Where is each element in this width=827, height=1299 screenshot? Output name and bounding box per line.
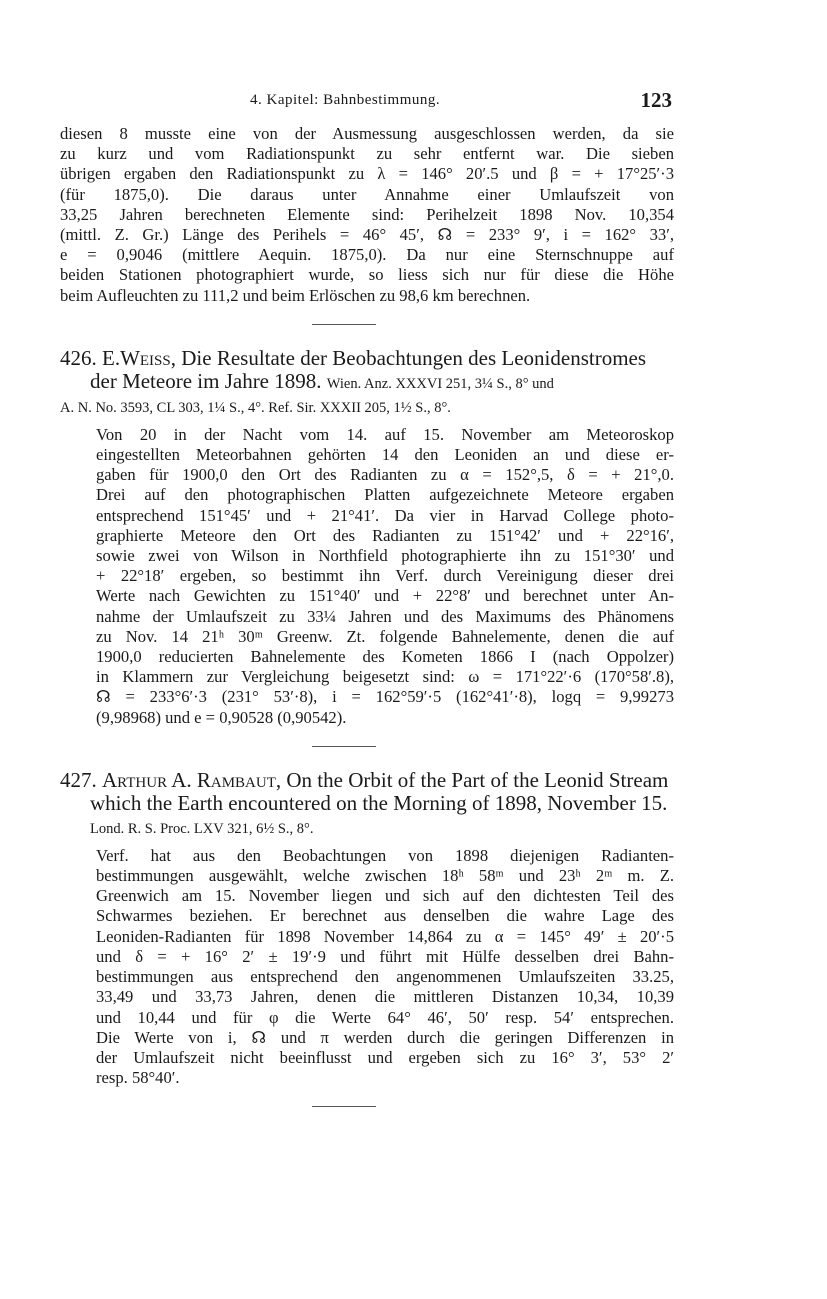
- text-line: (9,98968) und e = 0,90528 (0,90542).: [96, 707, 347, 727]
- entry-426-heading: [60, 347, 674, 420]
- text-line: beim Aufleuchten zu 111,2 und beim Erlöschen zu 98,6 km berechnen.: [60, 285, 531, 305]
- text-line: entsprechend 151°45′ und + 21°41′. Da vier in Harvad College photo-: [96, 505, 674, 525]
- page: [60, 88, 674, 1107]
- intro-paragraph: [60, 124, 674, 306]
- text-line: Leoniden-Radianten für 1898 November 14,864 zu α = 145° 49′ ± 20′·5: [96, 926, 674, 946]
- author-name: Weiss: [120, 345, 171, 370]
- entry-427-body: [60, 846, 674, 1088]
- section-divider: [312, 1106, 376, 1107]
- entry-427-heading: [60, 769, 674, 841]
- text-line: 1900,0 reducierten Bahnelemente des Kometen 1866 I (nach Oppolzer): [96, 647, 674, 667]
- text-line: ☊ = 233°6′·3 (231° 53′·8), i = 162°59′·5 (162°41′·8), logq = 9,99273: [96, 687, 674, 707]
- text-line: Drei auf den photographischen Platten aufgezeichnete Meteore ergaben: [96, 485, 674, 505]
- text-line: (für 1875,0). Die daraus unter Annahme einer Umlaufszeit von: [60, 184, 674, 204]
- running-head: [60, 88, 674, 120]
- text-line: eingestellten Meteorbahnen gehörten 14 den Leoniden an und diese er-: [96, 445, 674, 465]
- text-line: 33,25 Jahren berechneten Elemente sind: Perihelzeit 1898 Nov. 10,354: [60, 204, 674, 224]
- section-divider: [312, 324, 376, 325]
- text-line: und δ = + 16° 2′ ± 19′·9 und führt mit Hülfe desselben drei Bahn-: [96, 946, 674, 966]
- entry-title: , On the Orbit of the Part of the Leonid Stream which the Earth encountered on the Morning of 1898, November 15.: [90, 767, 669, 815]
- entry-426: [60, 347, 674, 728]
- text-line: graphierte Meteore den Ort des Radianten zu 151°42′ und + 22°16′,: [96, 525, 674, 545]
- text-line: + 22°18′ ergeben, so bestimmt ihn Verf. durch Vereinigung dieser drei: [96, 566, 674, 586]
- text-line: zu Nov. 14 21ʰ 30ᵐ Greenw. Zt. folgende Bahnelemente, denen die auf: [96, 626, 674, 646]
- text-line: beiden Stationen photographiert wurde, so liess sich nur für diese die Höhe: [60, 265, 674, 285]
- text-line: und 10,44 und für φ die Werte 64° 46′, 50′ resp. 54′ entsprechen.: [96, 1007, 674, 1027]
- text-line: resp. 58°40′.: [96, 1068, 180, 1088]
- text-line: Von 20 in der Nacht vom 14. auf 15. November am Meteoroskop: [96, 424, 674, 444]
- author-initial: E.: [102, 345, 121, 370]
- entry-number: 427.: [60, 767, 97, 792]
- author-name: Arthur A. Rambaut: [102, 767, 276, 792]
- text-line: Greenwich am 15. November liegen und sich auf den dichtesten Teil des: [96, 886, 674, 906]
- text-line: Schwarmes beziehen. Er berechnet aus denselben die wahre Lage des: [96, 906, 674, 926]
- reference-cont: A. N. No. 3593, CL 303, 1¼ S., 4°. Ref. Sir. XXXII 205, 1½ S., 8°.: [60, 399, 451, 416]
- reference: Wien. Anz. XXXVI 251, 3¼ S., 8° und: [326, 375, 554, 392]
- text-line: gaben für 1900,0 den Ort des Radianten zu α = 152°,5, δ = + 21°,0.: [96, 465, 674, 485]
- text-line: Verf. hat aus den Beobachtungen von 1898 diejenigen Radianten-: [96, 845, 674, 865]
- reference: Lond. R. S. Proc. LXV 321, 6½ S., 8°.: [90, 820, 314, 837]
- text-line: Die Werte von i, ☊ und π werden durch die geringen Differenzen in: [96, 1027, 674, 1047]
- entry-427: [60, 769, 674, 1088]
- text-line: nahme der Umlaufszeit zu 33¼ Jahren und des Maximums des Phänomens: [96, 606, 674, 626]
- text-line: der Umlaufszeit nicht beeinflusst und ergeben sich zu 16° 3′, 53° 2′: [96, 1047, 674, 1067]
- page-number: 123: [640, 88, 672, 112]
- chapter-title: 4. Kapitel: Bahnbestimmung.: [250, 92, 441, 108]
- entry-number: 426.: [60, 345, 97, 370]
- section-divider: [312, 746, 376, 747]
- text-line: (mittl. Z. Gr.) Länge des Perihels = 46° 45′, ☊ = 233° 9′, i = 162° 33′,: [60, 225, 674, 245]
- text-line: in Klammern zur Vergleichung beigesetzt sind: ω = 171°22′·6 (170°58′.8),: [96, 667, 674, 687]
- text-line: zu kurz und vom Radiationspunkt zu sehr entfernt war. Die sieben: [60, 144, 674, 164]
- text-line: diesen 8 musste eine von der Ausmessung ausgeschlossen werden, da sie: [60, 124, 674, 143]
- text-line: 33,49 und 33,73 Jahren, denen die mittleren Distanzen 10,34, 10,39: [96, 987, 674, 1007]
- text-line: Werte nach Gewichten zu 151°40′ und + 22°8′ und berechnet unter An-: [96, 586, 674, 606]
- text-line: bestimmungen aus entsprechend den angenommenen Umlaufszeiten 33.25,: [96, 967, 674, 987]
- text-line: sowie zwei von Wilson in Northfield photographierte ihn zu 151°30′ und: [96, 546, 674, 566]
- text-line: e = 0,9046 (mittlere Aequin. 1875,0). Da nur eine Sternschnuppe auf: [60, 245, 674, 265]
- text-line: übrigen ergaben den Radiationspunkt zu λ = 146° 20′.5 und β = + 17°25′·3: [60, 164, 674, 184]
- entry-426-body: [60, 425, 674, 728]
- entry-title: , Die Resultate der Beobachtungen des Leonidenstromes der Meteore im Jahre 1898.: [90, 345, 647, 393]
- text-line: bestimmungen ausgewählt, welche zwischen 18ʰ 58ᵐ und 23ʰ 2ᵐ m. Z.: [96, 866, 674, 886]
